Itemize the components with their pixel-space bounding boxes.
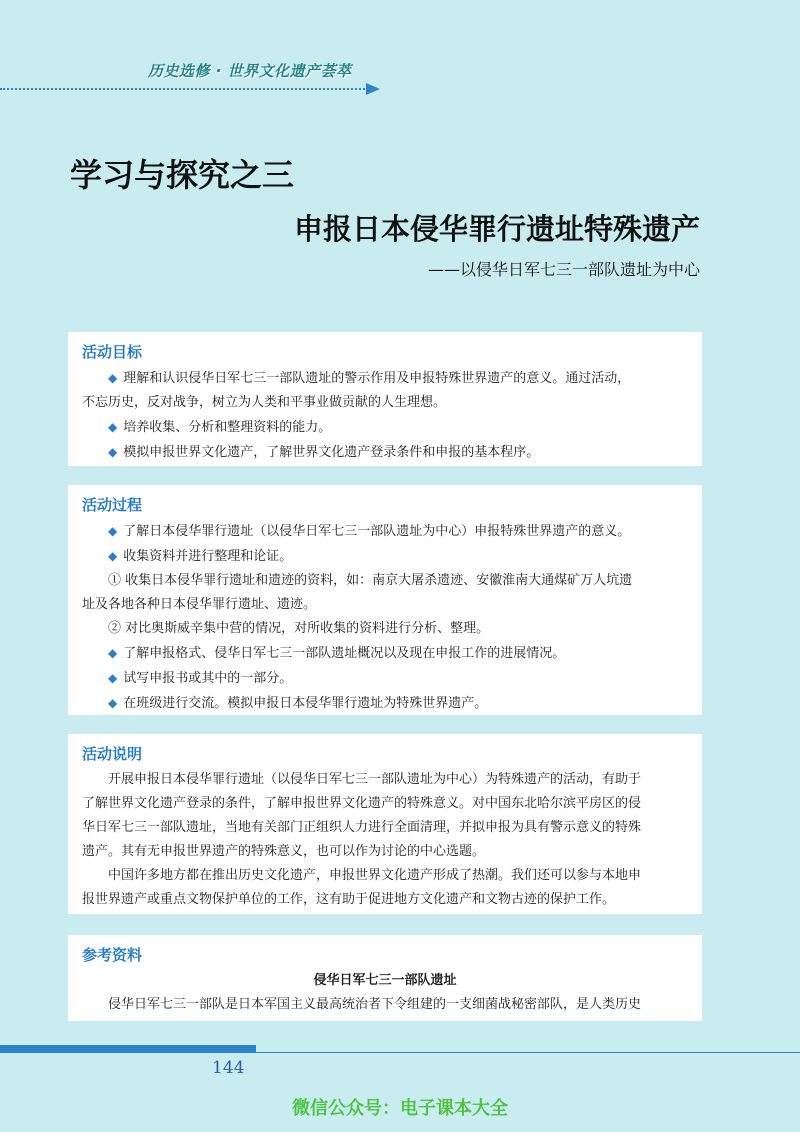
- series-title: 历史选修 · 世界文化遗产荟萃: [148, 62, 352, 80]
- diamond-bullet-icon: ◆: [108, 671, 118, 685]
- notes-line: 华日军七三一部队遗址，当地有关部门正组织人力进行全面清理，并拟申报为具有警示意义的特殊: [82, 820, 642, 835]
- process-item: ◆ 了解申报格式、侵华日军七三一部队遗址概况以及现在申报工作的进展情况。: [108, 646, 566, 661]
- process-item: ① 收集日本侵华罪行遗址和遗迹的资料，如：南京大屠杀遗迹、安徽淮南大通煤矿万人坑遗: [108, 573, 633, 588]
- diamond-bullet-icon: ◆: [108, 696, 118, 710]
- lesson-title: 申报日本侵华罪行遗址特殊遗产: [293, 212, 700, 246]
- process-item: 址及各地各种日本侵华罪行遗址、遗迹。: [82, 597, 317, 612]
- process-item: ◆ 在班级进行交流。模拟申报日本侵华罪行遗址为特殊世界遗产。: [108, 696, 488, 711]
- diamond-bullet-icon: ◆: [108, 646, 118, 660]
- notes-line: 开展申报日本侵华罪行遗址（以侵华日军七三一部队遗址为中心）为特殊遗产的活动，有助于: [108, 772, 642, 787]
- notes-section: [68, 734, 702, 914]
- references-section: [68, 935, 702, 1021]
- process-item: ◆ 收集资料并进行整理和论证。: [108, 549, 293, 564]
- notes-line: 遗产。其有无申报世界遗产的特殊意义，也可以作为讨论的中心选题。: [82, 844, 486, 859]
- watermark: 微信公众号：电子课本大全: [292, 1098, 508, 1119]
- diamond-bullet-icon: ◆: [108, 549, 118, 563]
- goals-item: ◆ 模拟申报世界文化遗产，了解世界文化遗产登录条件和申报的基本程序。: [108, 445, 540, 460]
- diamond-bullet-icon: ◆: [108, 371, 118, 385]
- process-heading: 活动过程: [82, 496, 143, 514]
- header-dotted-rule: [0, 88, 372, 90]
- arrow-right-icon: [366, 83, 380, 95]
- goals-item: ◆ 培养收集、分析和整理资料的能力。: [108, 420, 332, 435]
- diamond-bullet-icon: ◆: [108, 420, 118, 434]
- chapter-title: 学习与探究之三: [70, 156, 295, 194]
- goals-item: 不忘历史，反对战争，树立为人类和平事业做贡献的人生理想。: [82, 395, 447, 410]
- goals-heading: 活动目标: [82, 343, 143, 361]
- notes-line: 报世界遗产或重点文物保护单位的工作，这有助于促进地方文化遗产和文物古迹的保护工作。: [82, 892, 616, 907]
- goals-item: ◆ 理解和认识侵华日军七三一部队遗址的警示作用及申报特殊世界遗产的意义。通过活动，: [108, 371, 631, 386]
- notes-line: 中国许多地方都在推出历史文化遗产，申报世界文化遗产形成了热潮。我们还可以参与本地申: [108, 868, 642, 883]
- goals-section: [68, 332, 702, 466]
- notes-line: 了解世界文化遗产登录的条件，了解申报世界文化遗产的特殊意义。对中国东北哈尔滨平房区的侵: [82, 796, 642, 811]
- process-item: ◆ 了解日本侵华罪行遗址（以侵华日军七三一部队遗址为中心）申报特殊世界遗产的意义。: [108, 524, 631, 539]
- reference-text: 侵华日军七三一部队是日本军国主义最高统治者下令组建的一支细菌战秘密部队，是人类历史: [108, 997, 642, 1012]
- diamond-bullet-icon: ◆: [108, 524, 118, 538]
- footer-rule: [0, 1052, 800, 1053]
- reference-title: 侵华日军七三一部队遗址: [313, 973, 457, 988]
- page-number: 144: [212, 1058, 245, 1078]
- notes-heading: 活动说明: [82, 745, 143, 763]
- lesson-subtitle: ——以侵华日军七三一部队遗址为中心: [427, 260, 700, 279]
- process-section: [68, 485, 702, 715]
- diamond-bullet-icon: ◆: [108, 445, 118, 459]
- process-item: ② 对比奥斯威辛集中营的情况，对所收集的资料进行分析、整理。: [108, 621, 490, 636]
- process-item: ◆ 试写申报书或其中的一部分。: [108, 671, 293, 686]
- references-heading: 参考资料: [82, 946, 143, 964]
